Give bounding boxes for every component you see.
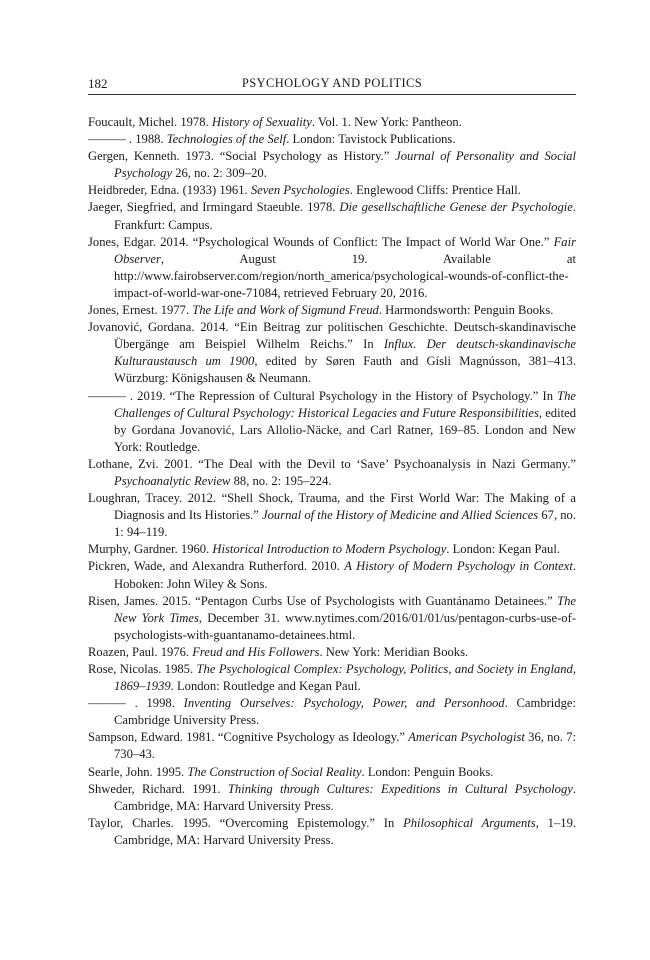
reference-text: Sampson, Edward. 1981. “Cognitive Psychology as Ideology.” [88,730,409,745]
reference-title: Influx. Der deutsch-skandinavische Kulturaustausch um 1900 [114,337,576,369]
reference-entry [88,490,576,541]
reference-text: , edited by Søren Fauth and Gísli Magnússon, 381–413. Würzburg: Königshausen & Neumann. [114,354,576,386]
reference-text: , December 31. www.nytimes.com/2016/01/01/us/pentagon-curbs-use-of-psychologists-with-guantanamo-detainees.html. [114,610,576,642]
reference-entry [88,234,576,302]
reference-title: The Life and Work of Sigmund Freud [192,303,379,318]
reference-text: , 1–19. Cambridge, MA: Harvard University Press. [114,815,577,847]
reference-text: . Cambridge: Cambridge University Press. [114,696,576,728]
reference-entry [88,815,576,849]
reference-entry [88,114,576,131]
reference-text: Loughran, Tracey. 2012. “Shell Shock, Trauma, and the First World War: The Making of a Diagnosis and Its Histories.” [88,491,576,523]
reference-text: ——— . 1998. [88,696,184,711]
reference-title: Inventing Ourselves: Psychology, Power, and Personhood [183,696,505,711]
reference-text: . Englewood Cliffs: Prentice Hall. [349,183,521,198]
reference-text: 88, no. 2: 195–224. [230,473,332,488]
reference-title: A History of Modern Psychology in Context [344,559,573,574]
reference-title: American Psychologist [408,730,525,745]
reference-title: The Construction of Social Reality [187,764,362,779]
reference-entry [88,148,576,182]
reference-text: Roazen, Paul. 1976. [88,644,193,659]
reference-entry [88,764,576,781]
reference-text: . Frankfurt: Campus. [114,200,577,232]
reference-text: Pickren, Wade, and Alexandra Rutherford. 2010. [88,559,345,574]
reference-text: ——— . 2019. “The Repression of Cultural Psychology in the History of Psychology.” In [88,388,558,403]
reference-title: Seven Psychologies [250,183,350,198]
reference-entry [88,558,576,592]
reference-entry [88,182,576,199]
reference-entry [88,781,576,815]
reference-title: Psychoanalytic Review [114,473,231,488]
reference-text: 67, no. 1: 94–119. [114,508,576,540]
reference-entry [88,541,576,558]
reference-text: . Harmondsworth: Penguin Books. [378,303,554,318]
reference-entry [88,593,576,644]
reference-text: Rose, Nicolas. 1985. [88,662,197,676]
reference-text: Shweder, Richard. 1991. [88,781,228,796]
reference-list [88,114,576,849]
reference-entry [88,729,576,763]
reference-title: Fair Observer [114,234,576,266]
reference-text: 26, no. 2: 309–20. [172,166,267,181]
reference-text: . Hoboken: John Wiley & Sons. [114,559,577,591]
reference-entry [88,199,576,233]
reference-text: , edited by Gordana Jovanović, Lars Allolio-Näcke, and Carl Ratner, 169–85. London and New York: Routledge. [114,405,576,454]
reference-text: . London: Routledge and Kegan Paul. [170,679,361,694]
reference-title: Philosophical Arguments [403,815,536,830]
reference-title: Journal of Personality and Social Psychology [114,149,576,181]
reference-entry [88,456,576,490]
reference-text: Murphy, Gardner. 1960. [88,542,213,557]
reference-text: Gergen, Kenneth. 1973. “Social Psychology as History.” [88,149,396,164]
reference-title: Die gesellschaftliche Genese der Psychologie [339,200,573,215]
reference-text: , August 19. Available at http://www.fairobserver.com/region/north_america/psychological-wounds-of-conflict-the-impact-of-world-war-one-71084, retrieved February 20, 2016. [114,251,576,300]
reference-title: History of Sexuality [211,115,312,129]
reference-text: . New York: Meridian Books. [319,644,469,659]
reference-text: Foucault, Michel. 1978. [88,115,212,129]
reference-entry [88,661,576,695]
reference-text: . London: Penguin Books. [361,764,494,779]
reference-entry [88,131,576,148]
reference-text: Searle, John. 1995. [88,764,188,779]
reference-title: Historical Introduction to Modern Psychology [212,542,447,557]
page-header [88,74,576,95]
reference-title: Freud and His Followers [192,644,320,659]
running-head: PSYCHOLOGY AND POLITICS [241,76,423,90]
reference-title: Technologies of the Self [166,132,287,147]
reference-text: . London: Kegan Paul. [446,542,560,557]
reference-text: Heidbreder, Edna. (1933) 1961. [88,183,251,198]
reference-text: 36, no. 7: 730–43. [114,730,577,762]
reference-text: Jovanović, Gordana. 2014. “Ein Beitrag zur politischen Geschichte. Deutsch-skandinavische Übergänge am Beispiel Wilhelm Reichs.” In [88,320,576,352]
reference-text: Lothane, Zvi. 2001. “The Deal with the Devil to ‘Save’ Psychoanalysis in Nazi Germany.” [88,456,576,471]
reference-entry [88,695,576,729]
reference-entry [88,302,576,319]
reference-text: Jaeger, Siegfried, and Irmingard Staeuble. 1978. [88,200,340,215]
reference-text: . Vol. 1. New York: Pantheon. [311,115,462,129]
reference-title: The New York Times [114,593,576,625]
reference-title: The Challenges of Cultural Psychology: Historical Legacies and Future Responsibilities [114,388,576,420]
reference-text: ——— . 1988. [88,132,167,147]
reference-title: Journal of the History of Medicine and Allied Sciences [262,508,539,523]
reference-text: . London: Tavistock Publications. [286,132,456,147]
reference-text: Jones, Edgar. 2014. “Psychological Wounds of Conflict: The Impact of World War One.” [88,234,554,249]
reference-entry [88,319,576,387]
reference-title: Thinking through Cultures: Expeditions in Cultural Psychology [227,781,573,796]
reference-text: Taylor, Charles. 1995. “Overcoming Epistemology.” In [88,815,404,830]
reference-text: . Cambridge, MA: Harvard University Press. [114,781,576,813]
page-number: 182 [88,76,108,91]
reference-entry [88,644,576,661]
reference-text: Risen, James. 2015. “Pentagon Curbs Use of Psychologists with Guantánamo Detainees.” [88,593,558,608]
reference-entry [88,388,576,456]
reference-title: The Psychological Complex: Psychology, Politics, and Society in England, 1869–1939 [114,662,576,694]
reference-text: Jones, Ernest. 1977. [88,303,193,318]
